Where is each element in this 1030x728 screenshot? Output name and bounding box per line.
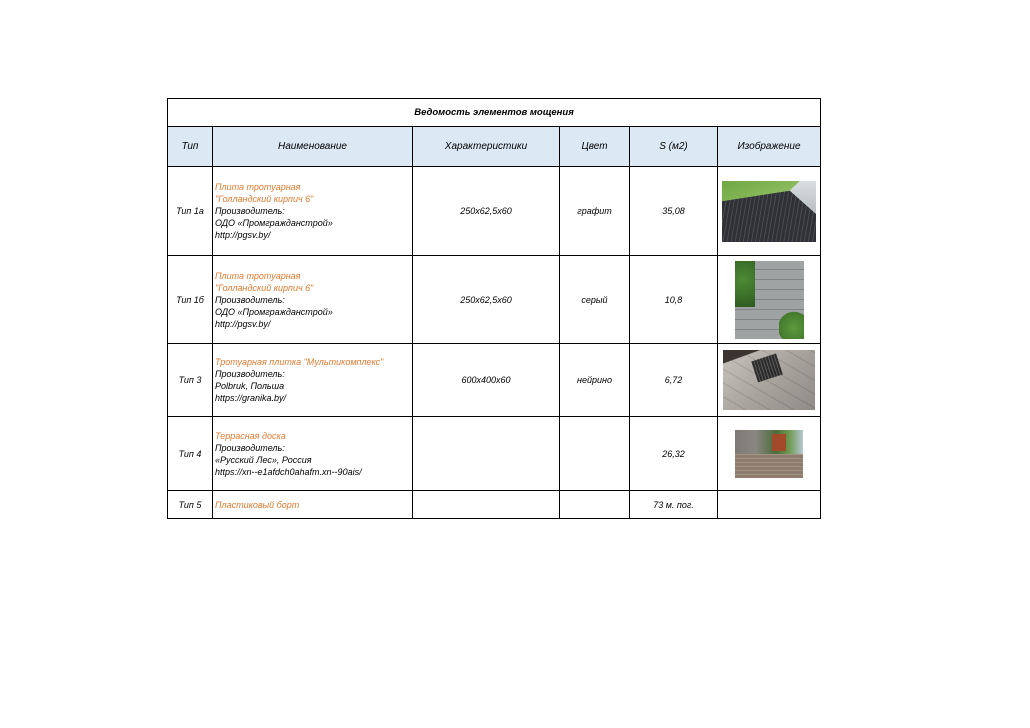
- row-type: Тип 1б: [168, 256, 213, 344]
- row-type: Тип 3: [168, 344, 213, 417]
- product-name-line: Пластиковый борт: [215, 499, 300, 510]
- paving-elements-table: [167, 98, 821, 519]
- product-name-line: "Голландский кирпич 6": [215, 282, 314, 293]
- manufacturer-name: ОДО «Промгражданстрой»: [215, 218, 333, 228]
- row-image: [718, 417, 821, 491]
- column-header-characteristics: Характеристики: [413, 127, 560, 167]
- grey-slab-photo: [735, 261, 804, 339]
- table-row: [168, 256, 821, 344]
- product-name-line: Плита тротуарная: [215, 182, 301, 192]
- row-image: [718, 491, 821, 519]
- manufacturer-url: http://pgsv.by/: [215, 230, 271, 240]
- product-name-line: Плита тротуарная: [215, 270, 301, 281]
- manufacturer-url: https://xn--e1afdch0ahafm.xn--90ais/: [215, 466, 362, 477]
- row-image: [718, 167, 821, 256]
- terrace-deck-photo: [735, 430, 803, 478]
- column-header-area: S (м2): [630, 127, 718, 167]
- table-title: Ведомость элементов мощения: [168, 99, 821, 127]
- manufacturer-label: Производитель:: [215, 294, 285, 305]
- row-name: [213, 491, 413, 519]
- manufacturer-name: ОДО «Промгражданстрой»: [215, 306, 333, 317]
- row-color: [560, 417, 630, 491]
- table-row: [168, 491, 821, 519]
- row-area: 26,32: [630, 417, 718, 491]
- table-row: [168, 344, 821, 417]
- row-type: Тип 1а: [168, 167, 213, 256]
- row-area: 35,08: [630, 167, 718, 256]
- product-name-line: "Голландский кирпич 6": [215, 194, 314, 204]
- row-color: нейрино: [560, 344, 630, 417]
- row-color: серый: [560, 256, 630, 344]
- row-characteristics: [413, 417, 560, 491]
- row-area: 6,72: [630, 344, 718, 417]
- row-image: [718, 256, 821, 344]
- row-characteristics: 250х62,5х60: [413, 256, 560, 344]
- row-name: [213, 417, 413, 491]
- table-row: [168, 167, 821, 256]
- table-header-row: [168, 127, 821, 167]
- row-color: графит: [560, 167, 630, 256]
- row-type: Тип 5: [168, 491, 213, 519]
- product-name-line: Террасная доска: [215, 430, 286, 441]
- column-header-color: Цвет: [560, 127, 630, 167]
- row-area: 10,8: [630, 256, 718, 344]
- row-type: Тип 4: [168, 417, 213, 491]
- row-characteristics: [413, 491, 560, 519]
- multicomplex-tile-photo: [723, 350, 815, 410]
- table-row: [168, 417, 821, 491]
- row-name: [213, 344, 413, 417]
- row-characteristics: 600х400х60: [413, 344, 560, 417]
- row-name: [213, 167, 413, 256]
- row-characteristics: 250х62,5х60: [413, 167, 560, 256]
- manufacturer-name: Polbruk, Польша: [215, 381, 285, 391]
- manufacturer-label: Производитель:: [215, 442, 285, 453]
- column-header-name: Наименование: [213, 127, 413, 167]
- row-area: 73 м. пог.: [630, 491, 718, 519]
- table-title-row: [168, 99, 821, 127]
- column-header-type: Тип: [168, 127, 213, 167]
- product-name-line: Тротуарная плитка "Мультикомплекс": [215, 357, 384, 367]
- manufacturer-name: «Русский Лес», Россия: [215, 454, 312, 465]
- manufacturer-url: https://granika.by/: [215, 393, 287, 403]
- row-image: [718, 344, 821, 417]
- row-name: [213, 256, 413, 344]
- manufacturer-url: http://pgsv.by/: [215, 318, 271, 329]
- column-header-image: Изображение: [718, 127, 821, 167]
- brick-path-photo: [722, 181, 816, 242]
- row-color: [560, 491, 630, 519]
- manufacturer-label: Производитель:: [215, 206, 285, 216]
- manufacturer-label: Производитель:: [215, 369, 285, 379]
